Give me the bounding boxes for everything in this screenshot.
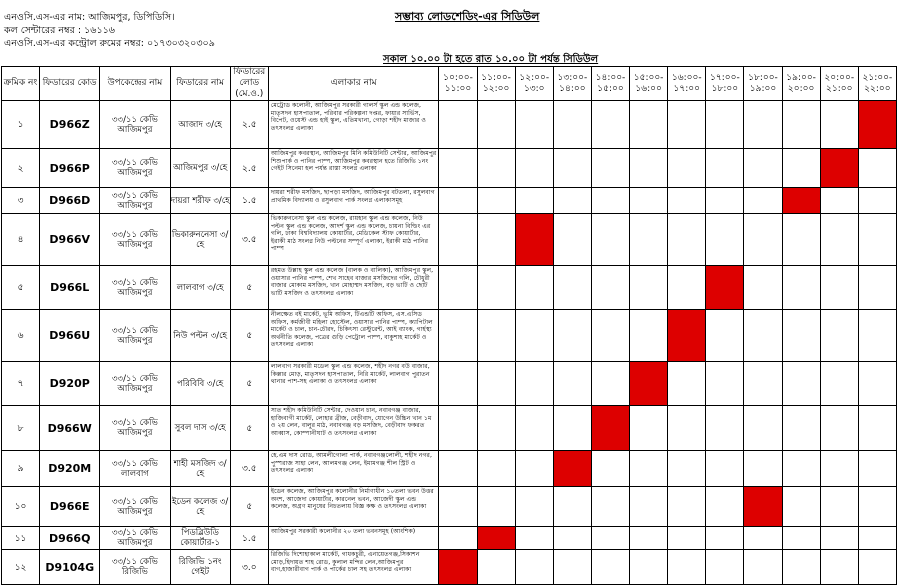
time-slot-cell: [820, 101, 858, 149]
load-cell: ৫: [230, 487, 268, 527]
loadshed-slot-active: [858, 101, 896, 149]
header-code: ফিডারের কোড: [40, 67, 100, 101]
time-slot-cell: [706, 406, 744, 451]
time-slot-cell: [439, 214, 477, 266]
time-slot-cell: [630, 527, 668, 550]
header-info: [4, 11, 215, 50]
time-slot-cell: [668, 214, 706, 266]
time-slot-cell: [553, 527, 591, 550]
header-feeder: ফিডারের নাম: [170, 67, 230, 101]
time-slot-cell: [630, 550, 668, 585]
time-slot-cell: [477, 266, 515, 310]
time-slot-cell: [706, 101, 744, 149]
substation-cell: ৩৩/১১ কেভি আজিমপুর: [100, 406, 170, 451]
feeder-name-cell: নিউ পল্টন ৩/হে: [170, 310, 230, 362]
table-row: [2, 550, 897, 585]
time-slot-cell: [553, 266, 591, 310]
area-cell: সাত শহীদ কমিউনিটি সেন্টার, দেওয়ান চান, নবাবগঞ্জ বাজার, হাজিবাগী মার্কেট, লোহার ব্রীজ, বেড়ীবাদ, যোগেন উচ্চিন খান ১ম ও ২য় লেন, বালুর মাঠ, নবাবগঞ্জ বড় মসজিদ, বেড়ীবাদ ফকরত আব্বাস, কোম্পানীঘাট ও তৎসংলগ্ন এলাকা: [268, 406, 439, 451]
time-slot-cell: [858, 310, 896, 362]
time-slot-cell: [553, 310, 591, 362]
time-slot-cell: [706, 487, 744, 527]
loadshed-slot-active: [744, 487, 782, 527]
time-slot-cell: [515, 527, 553, 550]
substation-cell: ৩৩/১১ কেভি রিজিভি: [100, 550, 170, 585]
time-slot-cell: [820, 266, 858, 310]
feeder-code-cell: D966U: [40, 310, 100, 362]
time-slot-cell: [477, 149, 515, 188]
time-slot-cell: [630, 266, 668, 310]
header-substation: উপকেন্দ্রের নাম: [100, 67, 170, 101]
time-slot-cell: [820, 487, 858, 527]
feeder-name-cell: ইডেন কলেজ ৩/হে: [170, 487, 230, 527]
time-slot-cell: [515, 188, 553, 214]
time-slot-cell: [706, 188, 744, 214]
time-slot-cell: [477, 550, 515, 585]
time-slot-cell: [439, 188, 477, 214]
time-slot-cell: [858, 214, 896, 266]
feeder-code-cell: D966L: [40, 266, 100, 310]
header-load: ফিডারের লোড (মে.ও.): [230, 67, 268, 101]
serial-cell: ৫: [2, 266, 40, 310]
serial-cell: ১০: [2, 487, 40, 527]
time-slot-cell: [630, 451, 668, 487]
substation-cell: ৩৩/১১ কেভি আজিমপুর: [100, 527, 170, 550]
time-slot-cell: [515, 550, 553, 585]
time-slot-cell: [668, 188, 706, 214]
time-slot-cell: [630, 149, 668, 188]
table-header-row: [2, 67, 897, 101]
area-cell: নীলক্ষেত বই মার্কেট, ভূমি অফিস, টিএন্ডটি অফিস, এস.এসিড অফিস, কর্মজীবী মহিলা হোস্টেল, ওয়াসার পানির পাম্প, ক্যাপিটাল মার্কেট ও চাল, চান-চৌরদ, চিকিৎসা রেস্টুরেন্ট, আই ব্যাংক, গার্হস্থ্য অর্থনীতি কলেজ, পত্রের গুড়ি পেট্রোল পাম্প, বাকুশাহ মার্কেট ও তৎসংলগ্ন এলাকা: [268, 310, 439, 362]
substation-cell: ৩৩/১১ কেভি আজিমপুর: [100, 188, 170, 214]
serial-cell: ৭: [2, 362, 40, 406]
substation-cell: ৩৩/১১ কেভি আজিমপুর: [100, 266, 170, 310]
time-slot-cell: [515, 451, 553, 487]
time-slot-cell: [858, 487, 896, 527]
time-slot-cell: [515, 101, 553, 149]
time-slot-cell: [668, 406, 706, 451]
time-slot-cell: [553, 487, 591, 527]
table-row: [2, 451, 897, 487]
load-cell: ১.৫: [230, 188, 268, 214]
serial-cell: ৯: [2, 451, 40, 487]
header-slot: ১৯:০০- ২০:০০: [782, 67, 820, 101]
time-slot-cell: [858, 406, 896, 451]
time-slot-cell: [744, 149, 782, 188]
serial-cell: ৮: [2, 406, 40, 451]
loadshed-slot-active: [630, 362, 668, 406]
time-slot-cell: [591, 266, 629, 310]
control-room-number: এনওসি.এস-এর কন্ট্রোল রুমের নম্বর: ০১৭৩০৩২০৩০৯: [4, 38, 215, 49]
time-slot-cell: [858, 527, 896, 550]
time-slot-cell: [706, 362, 744, 406]
time-slot-cell: [439, 451, 477, 487]
time-slot-cell: [477, 362, 515, 406]
time-slot-cell: [439, 101, 477, 149]
serial-cell: ২: [2, 149, 40, 188]
serial-cell: ৪: [2, 214, 40, 266]
page-title: সম্ভাব্য লোডশেডিং-এর সিডিউল: [395, 10, 540, 23]
time-slot-cell: [668, 101, 706, 149]
time-slot-cell: [744, 310, 782, 362]
time-slot-cell: [744, 266, 782, 310]
feeder-name-cell: আজাদ ৩/হে: [170, 101, 230, 149]
time-slot-cell: [782, 406, 820, 451]
table-row: [2, 310, 897, 362]
time-slot-cell: [591, 149, 629, 188]
feeder-code-cell: D966Z: [40, 101, 100, 149]
time-slot-cell: [439, 487, 477, 527]
substation-cell: ৩৩/১১ কেভি লালবাগ: [100, 451, 170, 487]
time-slot-cell: [782, 266, 820, 310]
feeder-name-cell: শাহী মসজিদ ৩/হে: [170, 451, 230, 487]
call-center-number: কল সেন্টারের নম্বর : ১৬১১৬: [4, 25, 115, 36]
time-slot-cell: [820, 527, 858, 550]
time-slot-cell: [439, 149, 477, 188]
time-slot-cell: [744, 101, 782, 149]
time-slot-cell: [439, 266, 477, 310]
time-slot-cell: [668, 527, 706, 550]
time-slot-cell: [591, 214, 629, 266]
time-slot-cell: [706, 214, 744, 266]
serial-cell: ১১: [2, 527, 40, 550]
serial-cell: ৩: [2, 188, 40, 214]
table-row: [2, 487, 897, 527]
time-slot-cell: [591, 527, 629, 550]
loadshed-slot-active: [668, 310, 706, 362]
loadshed-slot-active: [782, 188, 820, 214]
load-cell: ২.৫: [230, 149, 268, 188]
substation-cell: ৩৩/১১ কেভি আজিমপুর: [100, 362, 170, 406]
feeder-code-cell: D966E: [40, 487, 100, 527]
area-cell: দায়রা শরীফ মসজিদ, ছাপড়া মসজিদ, আজিমপুর বটতলা, রসুলবাগ প্রাথমিক বিদ্যালয় ও রসুলবাগ পার্ক সংলগ্ন এলাকাসমূহ: [268, 188, 439, 214]
time-slot-cell: [591, 101, 629, 149]
time-slot-cell: [553, 406, 591, 451]
area-cell: আজিমপুর কবরস্থান, আজিমপুর মিনি কমিউনিটি সেন্টার, আজিমপুর শিশুপার্ক ও পানির পাম্প, আজিমপুর কবরস্থান হতে রিজিভি ১নং গেইট সিনেমা হল পর্যন্ত রাস্তা সংলগ্ন এলাকা: [268, 149, 439, 188]
loadshed-slot-active: [591, 406, 629, 451]
area-cell: মেট্রোড কলোনী, আজিমপুর সরকারী গালর্স স্কুল এন্ড কলেজ, মাতৃসদন হাসপাতাল, পরিবার পরিকল্পনা দপ্তর, ফায়ার সার্ভিস, বিপেট, ওয়েস্ট এন্ড হাই স্কুল, এতিমখানা, গোড়া শহীদ মাজার ও তৎসংলগ্ন এলাকা: [268, 101, 439, 149]
feeder-code-cell: D966V: [40, 214, 100, 266]
feeder-code-cell: D966Q: [40, 527, 100, 550]
time-slot-cell: [744, 451, 782, 487]
feeder-name-cell: আজিমপুর ৩/হে: [170, 149, 230, 188]
time-slot-cell: [630, 487, 668, 527]
load-cell: ১.৫: [230, 527, 268, 550]
table-row: [2, 406, 897, 451]
time-slot-cell: [630, 188, 668, 214]
time-slot-cell: [744, 362, 782, 406]
time-slot-cell: [744, 527, 782, 550]
feeder-code-cell: D966W: [40, 406, 100, 451]
table-row: [2, 188, 897, 214]
substation-cell: ৩৩/১১ কেভি আজিমপুর: [100, 487, 170, 527]
time-slot-cell: [515, 266, 553, 310]
header-slot: ১১:০০- ১২:০০: [477, 67, 515, 101]
time-slot-cell: [782, 550, 820, 585]
feeder-name-cell: দায়রা শরীফ ৩/হে: [170, 188, 230, 214]
table-row: [2, 214, 897, 266]
header-slot: ১২:০০- ১৩:০: [515, 67, 553, 101]
feeder-code-cell: D9104G: [40, 550, 100, 585]
time-slot-cell: [820, 188, 858, 214]
time-slot-cell: [553, 149, 591, 188]
feeder-name-cell: পরিবিবি ৩/হে: [170, 362, 230, 406]
header-serial: ক্রমিক নং: [2, 67, 40, 101]
loadshed-slot-active: [553, 451, 591, 487]
header-slot: ১৭:০০- ১৮:০০: [706, 67, 744, 101]
time-slot-cell: [515, 406, 553, 451]
time-slot-cell: [858, 188, 896, 214]
time-slot-cell: [706, 550, 744, 585]
loadshed-slot-active: [706, 266, 744, 310]
header-slot: ২০:০০- ২১:০০: [820, 67, 858, 101]
feeder-name-cell: পিডব্লিউডি কোয়ার্টার-১: [170, 527, 230, 550]
time-slot-cell: [439, 406, 477, 451]
time-slot-cell: [439, 362, 477, 406]
time-slot-cell: [820, 550, 858, 585]
feeder-name-cell: রিজিভি ১নং গেইট: [170, 550, 230, 585]
time-slot-cell: [820, 214, 858, 266]
time-slot-cell: [820, 310, 858, 362]
time-slot-cell: [515, 487, 553, 527]
time-slot-cell: [591, 188, 629, 214]
time-slot-cell: [782, 310, 820, 362]
time-slot-cell: [782, 487, 820, 527]
feeder-code-cell: D920M: [40, 451, 100, 487]
time-slot-cell: [477, 310, 515, 362]
area-cell: আজিমপুর সরকারী কলোনীর ২০ তলা ভবনসমূহ (আংশিক): [268, 527, 439, 550]
serial-cell: ১: [2, 101, 40, 149]
time-slot-cell: [591, 487, 629, 527]
time-slot-cell: [515, 362, 553, 406]
time-slot-cell: [858, 451, 896, 487]
header-slot: ১৪:০০- ১৫:০০: [591, 67, 629, 101]
time-slot-cell: [744, 214, 782, 266]
time-slot-cell: [630, 310, 668, 362]
time-slot-cell: [820, 362, 858, 406]
table-row: [2, 266, 897, 310]
serial-cell: ১২: [2, 550, 40, 585]
loadshed-slot-active: [439, 550, 477, 585]
area-cell: রিজিভি দিশোহাকাল মার্কেট, গাধকচুরী, এনায়েতগঞ্জ,সিকাশন মোড়,হিদায়ত শাহ রোড, কুলাল মন্দির লেন,আজিমপুর বাগ,হাজারীবাগ পার্ক ও পার্কের চাল সহ তৎসংলগ্ন এলাকা: [268, 550, 439, 585]
feeder-code-cell: D966D: [40, 188, 100, 214]
table-row: [2, 362, 897, 406]
feeder-name-cell: লালবাগ ৩/হে: [170, 266, 230, 310]
time-slot-cell: [782, 149, 820, 188]
area-cell: ইডেন কলেজ, আজিমপুর কলোনীর নির্মাণাধীন ১০তলা ভবন উত্তর অংশ, আজেদা কোয়ার্টার, কারনেল ভবন, আজেদী স্কুল এন্ড কলেজ, অগ্রণ মানুষের নিচতলায় বিজ্ঞ কক্ষ ও তৎসংলগ্ন এলাকা: [268, 487, 439, 527]
time-slot-cell: [744, 550, 782, 585]
load-cell: ৫: [230, 266, 268, 310]
header-slot: ১৩:০০- ১৪:০০: [553, 67, 591, 101]
load-cell: ৫: [230, 310, 268, 362]
substation-cell: ৩৩/১১ কেভি আজিমপুর: [100, 214, 170, 266]
time-slot-cell: [553, 362, 591, 406]
time-slot-cell: [706, 310, 744, 362]
time-slot-cell: [553, 550, 591, 585]
loadshed-slot-active: [477, 527, 515, 550]
area-cell: হে.এম দাস রোড, আমলীগোলা পার্ক, নবাবগঞ্জলোলী, শহীদ নগর, পুস্পরাজ সাহা লেন, আলমগঞ্জ লেন, ইমামগঞ্জ শীল স্ট্রিট ও তৎসংলগ্ন এলাকা: [268, 451, 439, 487]
time-slot-cell: [706, 149, 744, 188]
time-slot-cell: [782, 451, 820, 487]
substation-cell: ৩৩/১১ কেভি আজিমপুর: [100, 101, 170, 149]
time-slot-cell: [630, 406, 668, 451]
time-slot-cell: [820, 451, 858, 487]
time-slot-cell: [553, 214, 591, 266]
time-slot-cell: [782, 527, 820, 550]
feeder-code-cell: D966P: [40, 149, 100, 188]
header-slot: ১৬:০০- ১৭:০০: [668, 67, 706, 101]
feeder-code-cell: D920P: [40, 362, 100, 406]
header-slot: ১৮:০০- ১৯:০০: [744, 67, 782, 101]
time-slot-cell: [515, 310, 553, 362]
time-slot-cell: [744, 188, 782, 214]
header-slot: ২১:০০- ২২:০০: [858, 67, 896, 101]
time-slot-cell: [591, 362, 629, 406]
header-slot: ১০:০০- ১১:০০: [439, 67, 477, 101]
header-area: এলাকার নাম: [268, 67, 439, 101]
time-slot-cell: [668, 451, 706, 487]
time-slot-cell: [553, 101, 591, 149]
table-row: [2, 101, 897, 149]
schedule-subtitle: সকাল ১০.০০ টা হতে রাত ১০.০০ টা পর্যন্ত সিডিউল: [383, 54, 599, 65]
serial-cell: ৬: [2, 310, 40, 362]
load-cell: ৫: [230, 406, 268, 451]
time-slot-cell: [477, 101, 515, 149]
time-slot-cell: [668, 550, 706, 585]
load-cell: ৫: [230, 362, 268, 406]
substation-cell: ৩৩/১১ কেভি আজিমপুর: [100, 149, 170, 188]
time-slot-cell: [668, 149, 706, 188]
time-slot-cell: [706, 451, 744, 487]
time-slot-cell: [439, 527, 477, 550]
time-slot-cell: [668, 487, 706, 527]
feeder-name-cell: সুবল দাস ৩/হে: [170, 406, 230, 451]
time-slot-cell: [782, 101, 820, 149]
table-row: [2, 149, 897, 188]
time-slot-cell: [477, 214, 515, 266]
time-slot-cell: [858, 266, 896, 310]
time-slot-cell: [591, 451, 629, 487]
schedule-table: [1, 66, 897, 585]
feeder-name-cell: ভিকারুননেসা ৩/হে: [170, 214, 230, 266]
time-slot-cell: [820, 406, 858, 451]
load-cell: ৩.৫: [230, 214, 268, 266]
area-cell: ভিকারুননেসা স্কুল এন্ড কলেজ, রায়হান স্কুল এন্ড কলেজ, নিউ পল্টন স্কুল এন্ড কলেজ, আদর্শ স্কুল এন্ড কলেজ, চায়না বিল্ডিং এর গলি, ঢাকা বিশ্ববিদ্যালয় কোয়ার্টার, মেডিকেল স্টাফ কোয়ার্টার, ইরাকী মাঠ সংলগ্ন নিউ পল্টনের সম্পূর্ণ এলাকা, ইরাকী মাঠ পানির পাম্প: [268, 214, 439, 266]
time-slot-cell: [477, 451, 515, 487]
time-slot-cell: [782, 362, 820, 406]
substation-cell: ৩৩/১১ কেভি আজিমপুর: [100, 310, 170, 362]
time-slot-cell: [553, 188, 591, 214]
loadshed-slot-active: [515, 214, 553, 266]
area-cell: লালবাগ সরকারী মডেল স্কুল এন্ড কলেজ, শহীদ নগর বউ বাজার, কিল্লার মোড়, মাতৃসদন হাসপাতাল, নিরি মার্কেট, লালবাগ পুরাতন থানার পাশ-সহ এলাকা ও তৎসংলগ্ন এলাকা: [268, 362, 439, 406]
load-cell: ৩.৫: [230, 451, 268, 487]
time-slot-cell: [782, 214, 820, 266]
time-slot-cell: [591, 310, 629, 362]
header-slot: ১৫:০০- ১৬:০০: [630, 67, 668, 101]
area-cell: রহমত উল্লাহ স্কুল এন্ড কলেজ (বালক ও বালিকা), আজিমপুর স্কুল, ওয়াসার পানির পাম্প, শেখ সাহেব বাজার মসজিদের গলি, চৌধুরী বাজার মোকাম মসজিদ, খান মোহাম্মদ মসজিদ, বড় ভাটি ও ছোট ভাটি মসজিদ ও তৎসংলগ্ন এলাকা: [268, 266, 439, 310]
time-slot-cell: [858, 362, 896, 406]
time-slot-cell: [515, 149, 553, 188]
table-row: [2, 527, 897, 550]
time-slot-cell: [630, 101, 668, 149]
time-slot-cell: [630, 214, 668, 266]
time-slot-cell: [477, 487, 515, 527]
time-slot-cell: [706, 527, 744, 550]
time-slot-cell: [591, 550, 629, 585]
time-slot-cell: [439, 310, 477, 362]
loadshed-slot-active: [820, 149, 858, 188]
time-slot-cell: [744, 406, 782, 451]
time-slot-cell: [477, 188, 515, 214]
time-slot-cell: [668, 266, 706, 310]
time-slot-cell: [858, 550, 896, 585]
noc-name: এনওসি.এস-এর নাম: আজিমপুর, ডিপিডিসি।: [4, 12, 175, 23]
time-slot-cell: [477, 406, 515, 451]
load-cell: ২.৫: [230, 101, 268, 149]
time-slot-cell: [858, 149, 896, 188]
load-cell: ৩.০: [230, 550, 268, 585]
time-slot-cell: [668, 362, 706, 406]
